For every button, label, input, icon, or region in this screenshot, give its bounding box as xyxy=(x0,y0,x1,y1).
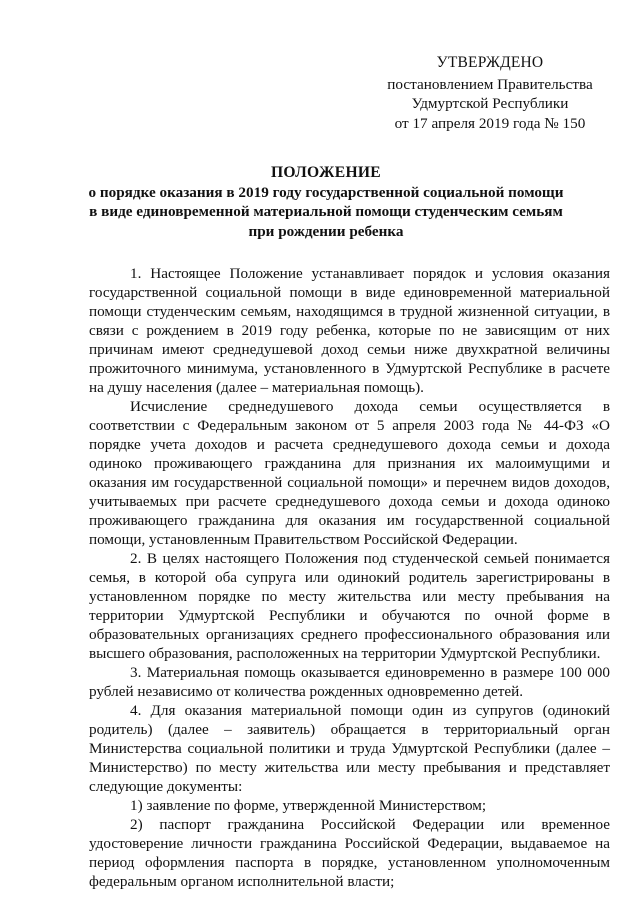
title-line: о порядке оказания в 2019 году государственной социальной помощи xyxy=(88,183,564,201)
paragraph: 1. Настоящее Положение устанавливает порядок и условия оказания государственной социальной помощи в виде единовременной материальной помощи студенческим семьям, находящимся в трудной жизненной ситуации, в связи с рождением в 2019 году ребенка, которые по не зависящим от них причинам имеют среднедушевой доход семьи ниже двухкратной величины прожиточного минимума, установленного в Удмуртской Республике в расчете на душу населения (далее – материальная помощь). xyxy=(89,265,610,396)
document-body xyxy=(89,264,610,891)
document-title xyxy=(86,163,566,241)
paragraph: 3. Материальная помощь оказывается единовременно в размере 100 000 рублей независимо от количества рожденных одновременно детей. xyxy=(89,664,610,700)
approval-stamp xyxy=(384,53,596,133)
paragraph: 2. В целях настоящего Положения под студенческой семьей понимается семья, в которой оба супруга или одинокий родитель зарегистрированы в установленном порядке по месту жительства или месту пребывания на территории Удмуртской Республики и обучаются по очной форме в образовательных организациях среднего профессионального образования или высшего образования, расположенных на территории Удмуртской Республики. xyxy=(89,550,610,662)
approval-line: от 17 апреля 2019 года № 150 xyxy=(394,114,586,132)
paragraph: 1) заявление по форме, утвержденной Министерством; xyxy=(130,797,487,814)
title-heading: ПОЛОЖЕНИЕ xyxy=(270,164,382,181)
paragraph: Исчисление среднедушевого дохода семьи осуществляется в соответствии с Федеральным законом от 5 апреля 2003 года № 44-ФЗ «О порядке учета доходов и расчета среднедушевого дохода семьи и дохода одиноко проживающего гражданина для признания их малоимущими и оказания им государственной социальной помощи» и перечнем видов доходов, учитываемых при расчете среднедушевого дохода семьи и дохода одиноко проживающего гражданина для оказания им государственной социальной помощи, установленным Правительством Российской Федерации. xyxy=(89,398,610,548)
title-line: при рождении ребенка xyxy=(248,222,404,240)
paragraph: 2) паспорт гражданина Российской Федерации или временное удостоверение личности гражданина Российской Федерации, выдаваемое на период оформления паспорта в порядке, установленном уполномоченным федеральным органом исполнительной власти; xyxy=(89,816,610,890)
title-line: в виде единовременной материальной помощи студенческим семьям xyxy=(89,203,563,220)
paragraph: 4. Для оказания материальной помощи один из супругов (одинокий родитель) (далее – заявитель) обращается в территориальный орган Министерства социальной политики и труда Удмуртской Республики (далее – Министерство) по месту жительства или месту пребывания и представляет следующие документы: xyxy=(89,702,610,795)
approval-line: постановлением Правительства xyxy=(387,75,593,93)
approval-line: Удмуртской Республики xyxy=(411,95,569,112)
approval-word: УТВЕРЖДЕНО xyxy=(436,54,544,71)
